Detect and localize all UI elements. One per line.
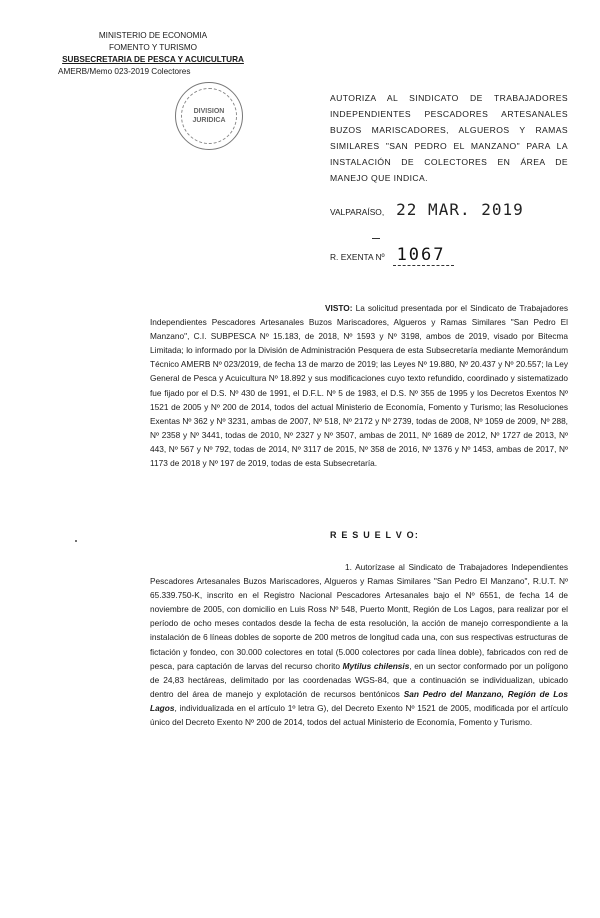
visto-label: VISTO:: [325, 303, 353, 313]
species-name: Mytilus chilensis: [342, 660, 410, 671]
divider-mark: [372, 238, 380, 239]
management-area-name: San Pedro del Manzano, Región de Los Lagos: [150, 688, 568, 713]
ministry-name: MINISTERIO DE ECONOMIA: [98, 31, 208, 40]
subsecretaria-name: SUBSECRETARIA DE PESCA Y ACUICULTURA: [62, 55, 244, 64]
letterhead: [48, 30, 258, 78]
memo-reference: AMERB/Memo 023-2019 Colectores: [58, 67, 191, 76]
resolution-date-stamp: 22 MAR. 2019: [396, 200, 524, 219]
resolution-title: AUTORIZA AL SINDICATO DE TRABAJADORES INDEPENDIENTES PESCADORES ARTESANALES BUZOS MARISCADORES, ALGUEROS Y RAMAS SIMILARES "SAN PEDRO EL MANZANO" PARA LA INSTALACIÓN DE COLECTORES EN ÁREA DE MANEJO QUE INDICA.: [330, 93, 568, 183]
division-juridica-stamp: [175, 82, 243, 150]
exenta-line: [330, 245, 570, 266]
exenta-label: R. EXENTA Nº: [330, 252, 385, 262]
stamp-line-2: JURIDICA: [192, 117, 226, 124]
margin-mark: [75, 540, 77, 542]
article-1: [150, 560, 568, 729]
dateline: [330, 200, 570, 219]
exenta-number-stamp: 1067: [393, 245, 454, 266]
article-1-text-c: , individualizada en el artículo 1º letra G), del Decreto Exento Nº 1521 de 2005, modificada por el artículo único del Decreto Exento Nº 200 de 2014, todos del actual Ministerio de Economía, Fomento y Turismo.: [150, 702, 568, 728]
visto-text: La solicitud presentada por el Sindicato de Trabajadores Independientes Pescadores Artesanales Buzos Mariscadores, Algueros y Ramas Similares "San Pedro El Manzano", C.I. SUBPESCA Nº 15.183, de 2018, Nº 1593 y Nº 3198, ambos de 2019, visado por Bitecma Limitada; lo informado por la División de Administración Pesquera de esta Subsecretaría mediante Memorándum Técnico AMERB Nº 023/2019, de fecha 13 de marzo de 2019; las Leyes Nº 19.880, Nº 20.437 y Nº 20.557; la Ley General de Pesca y Acuicultura Nº 18.892 y sus modificaciones cuyo texto refundido, coordinado y sistematizado fue fijado por el D.S. Nº 430 de 1991, el D.F.L. Nº 5 de 1983, el D.S. Nº 355 de 1995 y los Decretos Exentos Nº 1521 de 2005 y Nº 200 de 2014, todos del actual Ministerio de Economía, Fomento y Turismo; las Resoluciones Exentas Nº 362 y Nº 3231, ambas de 2007, Nº 518, Nº 2172 y Nº 2739, todas de 2008, Nº 1059 de 2009, Nº 288, Nº 2358 y Nº 3441, todas de 2010, Nº 2327 y Nº 3507, ambas de 2011, Nº 1689 de 2012, Nº 1727 de 2013, Nº 443, Nº 567 y Nº 792, todas de 2014, Nº 3117 de 2015, Nº 358 de 2016, Nº 1376 y Nº 1453, ambas de 2017, Nº 1173 de 2018 y Nº 197 de 2019, todas de esta Subsecretaría.: [150, 303, 569, 469]
stamp-line-1: DIVISION: [193, 108, 225, 115]
article-1-text-a: 1. Autorízase al Sindicato de Trabajadores Independientes Pescadores Artesanales Buzos Mariscadores, Algueros y Ramas Similares "San Pedro El Manzano", R.U.T. Nº 65.339.750-K, inscrito en el Registro Nacional Pescadores Artesanales bajo el Nº 6551, de fecha 14 de noviembre de 2005, con domicilio en Luis Ross Nº 548, Puerto Montt, Región de Los Lagos, para realizar por el período de ocho meses contados desde la fecha de esta resolución, la acción de manejo correspondiente a la instalación de 6 líneas dobles de soporte de 200 metros de longitud cada una, con sus respectivas estructuras de fictación y fondeo, con 30.000 colectores en total (5.000 colectores por cada línea doble), fabricados con red de pesca, para captación de larvas del recurso chorito: [150, 562, 568, 671]
ministry-subtitle: FOMENTO Y TURISMO: [108, 43, 198, 52]
article-1-text-b: , en un sector conformado por un polígono de 24,83 hectáreas, delimitado por las coordenadas WGS-84, que a continuación se individualizan, ubicado dentro del área de manejo y explotación de recursos bentónicos: [150, 660, 568, 699]
visto-section: [150, 301, 568, 470]
stamp-ring: [181, 88, 237, 144]
resuelvo-heading: R E S U E L V O:: [330, 530, 420, 540]
place-label: VALPARAÍSO,: [330, 207, 385, 217]
